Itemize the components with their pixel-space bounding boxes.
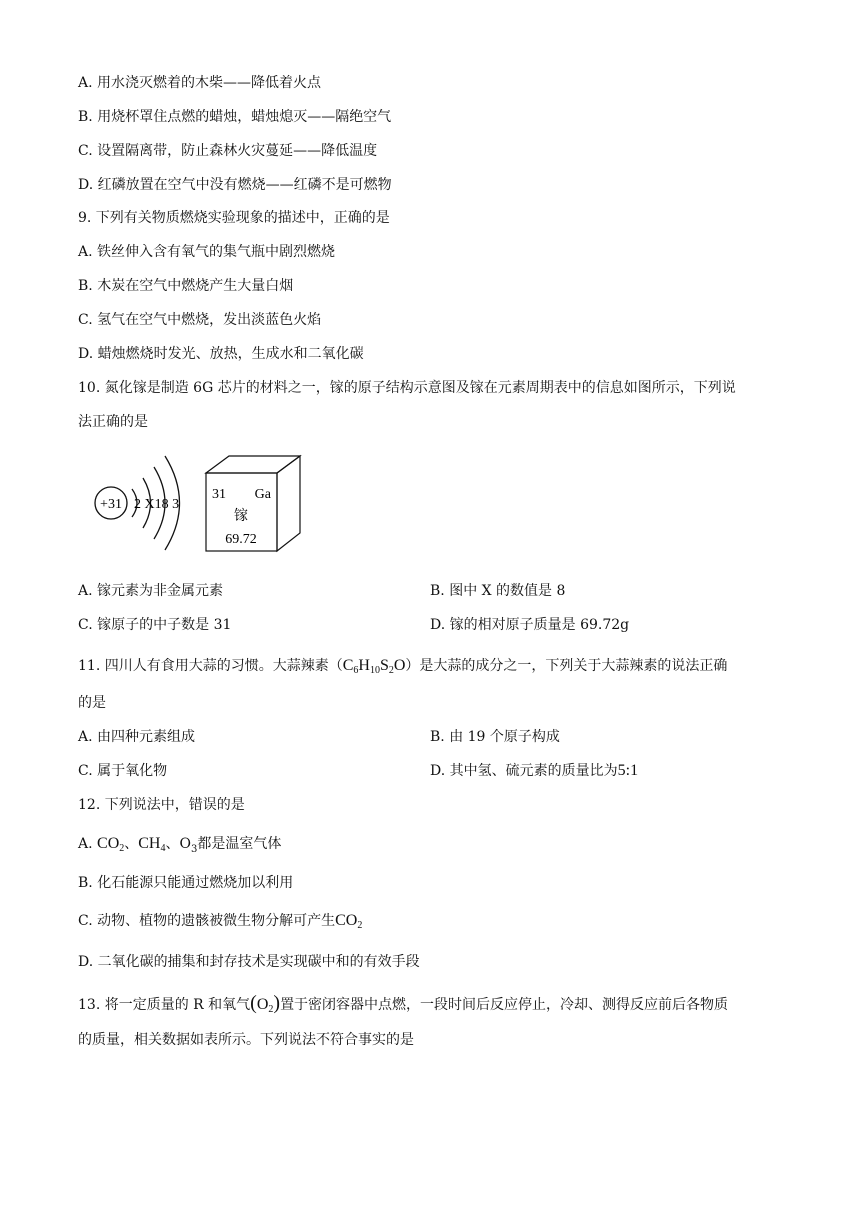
periodic-table-cell (206, 456, 300, 551)
ch4-formula: $CH_4$ (138, 835, 166, 854)
q13-stem-line1: 13. 将一定质量的 R 和氧气$(O_2)$置于密闭容器中点燃，一段时间后反应停止，冷却、测得反应前后各物质 (78, 992, 729, 1015)
q8-option-d: D. 红磷放置在空气中没有燃烧——红磷不是可燃物 (78, 177, 392, 193)
q11-option-b: B. 由 19 个原子构成 (430, 729, 560, 745)
q12-option-d: D. 二氧化碳的捕集和封存技术是实现碳中和的有效手段 (78, 954, 420, 970)
q11-stem-pre: 11. 四川人有食用大蒜的习惯。大蒜辣素（ (78, 658, 343, 674)
element-name: 镓 (234, 508, 248, 524)
mass-ratio: 5:1 (617, 762, 639, 779)
element-symbol: Ga (254, 487, 271, 502)
q12-option-c: C. 动物、植物的遗骸被微生物分解可产生$CO_2$ (78, 912, 363, 931)
q12-option-b: B. 化石能源只能通过燃烧加以利用 (78, 875, 294, 891)
q12-option-a: A. $CO_2$、$CH_4$、$O_3$都是温室气体 (78, 835, 282, 855)
q11-option-d: D. 其中氢、硫元素的质量比为5:1 (430, 762, 639, 779)
q10-stem-line1: 10. 氮化镓是制造 6G 芯片的材料之一，镓的原子结构示意图及镓在元素周期表中的信息如图所示，下列说 (78, 380, 736, 396)
nucleus-charge: +31 (100, 497, 122, 512)
q13-stem-line2: 的质量，相关数据如表所示。下列说法不符合事实的是 (78, 1032, 414, 1048)
q9-stem: 9. 下列有关物质燃烧实验现象的描述中，正确的是 (78, 210, 390, 226)
q9-option-a: A. 铁丝伸入含有氧气的集气瓶中剧烈燃烧 (78, 244, 336, 260)
q12-stem: 12. 下列说法中，错误的是 (78, 797, 245, 813)
atomic-number: 31 (212, 487, 226, 502)
atomic-mass: 69.72 (225, 532, 257, 547)
o2-formula: $(O_2)$ (250, 992, 281, 1015)
q11-stem-line2: 的是 (78, 695, 106, 711)
electron-counts: 2 X18 3 (134, 497, 180, 512)
o3-formula: $O_3$ (179, 836, 198, 855)
q11-stem-line1 (78, 656, 727, 681)
q10-option-a: A. 镓元素为非金属元素 (78, 583, 224, 599)
co2-formula: $CO_2$ (97, 835, 125, 854)
q9-option-d: D. 蜡烛燃烧时发光、放热，生成水和二氧化碳 (78, 346, 364, 362)
atom-structure-diagram (95, 456, 180, 550)
q10-stem-line2: 法正确的是 (78, 414, 148, 430)
q8-option-b: B. 用烧杯罩住点燃的蜡烛，蜡烛熄灭——隔绝空气 (78, 109, 392, 125)
q10-option-d: D. 镓的相对原子质量是 69.72g (430, 617, 630, 633)
q11-option-c: C. 属于氧化物 (78, 763, 168, 779)
q8-option-a: A. 用水浇灭燃着的木柴——降低着火点 (78, 75, 322, 91)
q8-option-c: C. 设置隔离带，防止森林火灾蔓延——降低温度 (78, 143, 378, 159)
allicin-formula: $C_6H_{10}S_2O$ (342, 657, 406, 676)
q9-option-b: B. 木炭在空气中燃烧产生大量白烟 (78, 278, 294, 294)
q11-option-a: A. 由四种元素组成 (78, 729, 196, 745)
co2-formula: $CO_2$ (335, 912, 363, 931)
q11-stem-post: ）是大蒜的成分之一，下列关于大蒜辣素的说法正确 (405, 658, 728, 674)
q9-option-c: C. 氢气在空气中燃烧，发出淡蓝色火焰 (78, 312, 322, 328)
gallium-figure (86, 440, 316, 555)
q10-option-b: B. 图中 X 的数值是 8 (430, 583, 566, 599)
q10-option-c: C. 镓原子的中子数是 31 (78, 617, 232, 633)
